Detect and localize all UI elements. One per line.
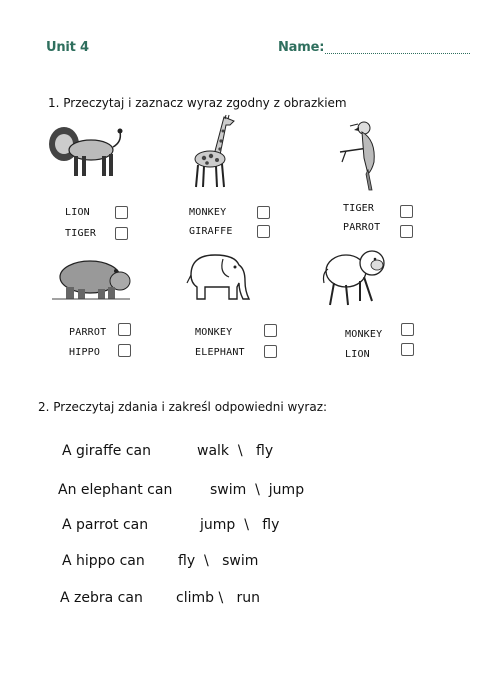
unit-label: Unit 4: [46, 40, 89, 55]
checkbox-monkey-1[interactable]: [401, 323, 414, 336]
choices-4[interactable]: fly \ swim: [178, 553, 259, 569]
sentence-5: A zebra can: [60, 590, 143, 606]
sentence-2: An elephant can: [58, 482, 173, 498]
sentence-1: A giraffe can: [62, 443, 151, 459]
choices-3[interactable]: jump \ fly: [200, 517, 280, 533]
monkey-icon: [320, 243, 392, 307]
option-parrot-2: PARROT: [343, 222, 381, 233]
task1-title: 1. Przeczytaj i zaznacz wyraz zgodny z obrazkiem: [48, 96, 347, 110]
giraffe-icon: [190, 113, 240, 189]
choices-2[interactable]: swim \ jump: [210, 482, 305, 498]
checkbox-hippo-2[interactable]: [118, 344, 131, 357]
option-giraffe-2: GIRAFFE: [189, 226, 233, 237]
option-elephant-1: MONKEY: [195, 327, 233, 338]
checkbox-lion-2[interactable]: [115, 227, 128, 240]
name-label: Name:: [278, 40, 325, 55]
checkbox-parrot-2[interactable]: [400, 225, 413, 238]
choices-1[interactable]: walk \ fly: [197, 443, 274, 459]
checkbox-giraffe-1[interactable]: [257, 206, 270, 219]
checkbox-hippo-1[interactable]: [118, 323, 131, 336]
option-lion-1: LION: [65, 207, 90, 218]
checkbox-elephant-2[interactable]: [264, 345, 277, 358]
option-hippo-1: PARROT: [69, 327, 107, 338]
option-monkey-2: LION: [345, 349, 370, 360]
checkbox-lion-1[interactable]: [115, 206, 128, 219]
option-monkey-1: MONKEY: [345, 329, 383, 340]
task2-title: 2. Przeczytaj zdania i zakreśl odpowiedni wyraz:: [38, 400, 328, 414]
sentence-4: A hippo can: [62, 553, 145, 569]
option-elephant-2: ELEPHANT: [195, 347, 245, 358]
hippo-icon: [50, 253, 132, 303]
parrot-icon: [338, 118, 388, 192]
elephant-icon: [183, 247, 255, 303]
name-line[interactable]: [325, 41, 470, 54]
sentence-3: A parrot can: [62, 517, 149, 533]
checkbox-elephant-1[interactable]: [264, 324, 277, 337]
choices-5[interactable]: climb \ run: [176, 590, 261, 606]
lion-icon: [46, 120, 124, 182]
option-parrot-1: TIGER: [343, 203, 375, 214]
option-hippo-2: HIPPO: [69, 347, 101, 358]
option-lion-2: TIGER: [65, 228, 97, 239]
checkbox-parrot-1[interactable]: [400, 205, 413, 218]
checkbox-monkey-2[interactable]: [401, 343, 414, 356]
option-giraffe-1: MONKEY: [189, 207, 227, 218]
checkbox-giraffe-2[interactable]: [257, 225, 270, 238]
